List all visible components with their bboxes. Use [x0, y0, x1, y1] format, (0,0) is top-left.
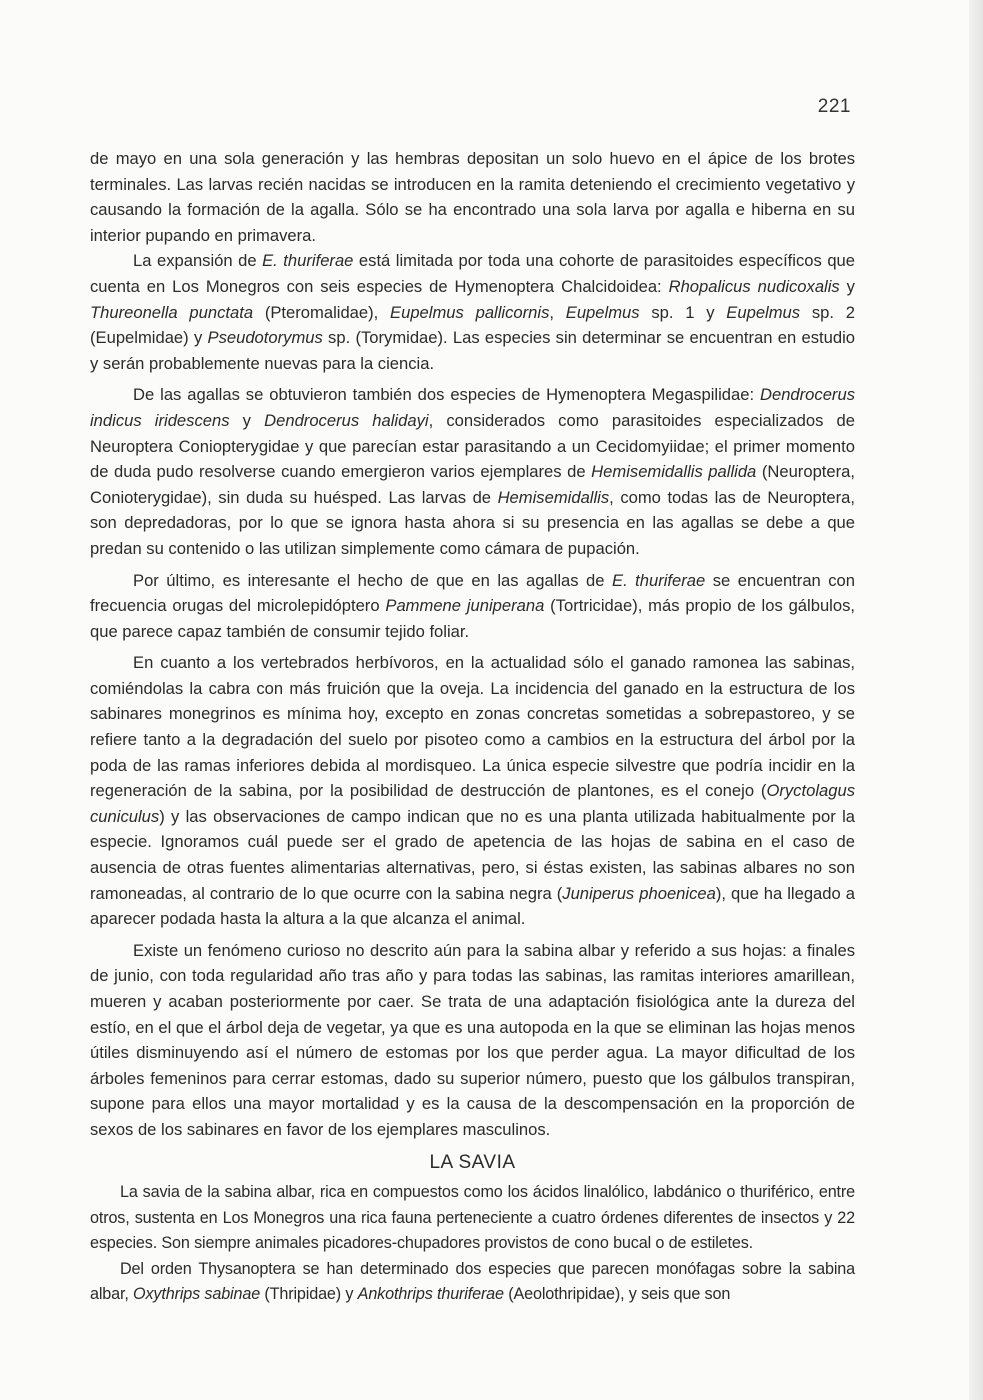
scan-page-edge — [969, 0, 983, 1400]
paragraph: La savia de la sabina albar, rica en compuestos como los ácidos linalólico, labdánico o thuriférico, entre otros, sustenta en Los Monegros una rica fauna perteneciente a cuatro órdenes diferentes de insectos y 22 especies. Son siempre animales picadores-chupadores provistos de cono bucal o de estiletes. — [90, 1183, 855, 1253]
section-body-text — [90, 1180, 855, 1308]
paragraph: Por último, es interesante el hecho de que en las agallas de E. thuriferae se encuentran con frecuencia orugas del microlepidóptero Pammene juniperana (Tortricidae), más propio de los gálbulos, que parece capaz también de consumir tejido foliar. — [90, 570, 855, 641]
species-name: Dendrocerus indicus iridescens — [90, 385, 855, 430]
species-name: Juniperus phoenicea — [562, 883, 716, 903]
species-name: Hemisemidallis — [497, 487, 610, 507]
species-name: E. thuriferae — [262, 251, 354, 271]
species-name: Ankothrips thuriferae — [357, 1285, 504, 1304]
species-name: Pseudotorymus — [207, 328, 323, 348]
species-name: Pammene juniperana — [385, 596, 545, 616]
species-name: Oryctolagus cuniculus — [90, 781, 855, 826]
paragraph: de mayo en una sola generación y las hembras depositan un solo huevo en el ápice de los brotes terminales. Las larvas recién nacidas se introducen en la ramita deteniendo el crecimiento vegetativo y causando la formación de la agalla. Sólo se ha encontrado una sola larva por agalla e hiberna en su interior pupando en primavera. — [90, 149, 855, 245]
paragraph: La expansión de E. thuriferae está limitada por toda una cohorte de parasitoides específicos que cuenta en Los Monegros con seis especies de Hymenoptera Chalcidoidea: Rhopalicus nudicoxalis y Thureonella punctata (Pteromalidae), Eupelmus pallicornis, Eupelmus sp. 1 y Eupelmus sp. 2 (Eupelmidae) y Pseudotorymus sp. (Torymidae). Las especies sin determinar se encuentran en estudio y serán probablemente nuevas para la ciencia. — [90, 251, 855, 373]
paragraph: En cuanto a los vertebrados herbívoros, en la actualidad sólo el ganado ramonea las sabinas, comiéndolas la cabra con más fruición que la oveja. La incidencia del ganado en la estructura de los sabinares monegrinos es mínima hoy, excepto en zonas concretas sometidas a sobrepastoreo, y se refiere tanto a la degradación del suelo por pisoteo como a cambios en la estructura del árbol por la poda de las ramas inferiores debida al mordisqueo. La única especie silvestre que podría incidir en la regeneración de la sabina, por la posibilidad de destrucción de plantones, es el conejo (Oryctolagus cuniculus) y las observaciones de campo indican que no es una planta utilizada habitualmente por la especie. Ignoramos cuál puede ser el grado de apetencia de las hojas de sabina en el caso de ausencia de otras fuentes alimentarias alternativas, pero, si éstas existen, las sabinas albares no son ramoneadas, al contrario de lo que ocurre con la sabina negra (Juniperus phoenicea), que ha llegado a aparecer podada hasta la altura a la que alcanza el animal. — [90, 653, 856, 929]
paragraph: Del orden Thysanoptera se han determinado dos especies que parecen monófagas sobre la sabina albar, Oxythrips sabinae (Thripidae) y Ankothrips thuriferae (Aeolothripidae), y seis que son — [90, 1259, 855, 1304]
species-name: Hemisemidallis pallida — [591, 462, 757, 482]
species-name: Dendrocerus halidayi — [264, 410, 429, 430]
section-heading: LA SAVIA — [429, 1152, 516, 1173]
species-name: Eupelmus pallicornis — [390, 302, 550, 322]
species-name: Eupelmus — [565, 302, 640, 322]
paragraph: De las agallas se obtuvieron también dos especies de Hymenoptera Megaspilidae: Dendrocerus indicus iridescens y Dendrocerus halidayi, considerados como parasitoides especializados de Neuroptera Coniopterygidae y que parecían estar parasitando a un Cecidomyiidae; el primer momento de duda pudo resolverse cuando emergieron varios ejemplares de Hemisemidallis pallida (Neuroptera, Conioterygidae), sin duda su huésped. Las larvas de Hemisemidallis, como todas las de Neuroptera, son depredadoras, por lo que se ignora hasta ahora si su presencia en las agallas se debe a que predan su contenido o las utilizan simplemente como cámara de pupación. — [90, 385, 855, 558]
body-text — [90, 146, 855, 1143]
species-name: Eupelmus — [726, 302, 801, 322]
page-number: 221 — [817, 96, 851, 117]
species-name: E. thuriferae — [612, 570, 706, 590]
species-name: Rhopalicus nudicoxalis — [668, 276, 840, 296]
species-name: Oxythrips sabinae — [133, 1285, 261, 1304]
paragraph: Existe un fenómeno curioso no descrito aún para la sabina albar y referido a sus hojas: a finales de junio, con toda regularidad año tras año y para todas las sabinas, las ramitas interiores amarillean, mueren y acaban posteriormente por caer. Se trata de una adaptación fisiológica ante la dureza del estío, en el que el árbol deja de vegetar, ya que es una autopoda en la que se eliminan las hojas menos útiles disminuyendo así el número de estomas por los que perder agua. La mayor dificultad de los árboles femeninos para cerrar estomas, dado su superior número, puesto que los gálbulos transpiran, supone para ellos una mayor mortalidad y es la causa de la descompensación en la proporción de sexos de los sabinares en favor de los ejemplares masculinos. — [90, 940, 855, 1139]
species-name: Thureonella punctata — [90, 302, 254, 322]
